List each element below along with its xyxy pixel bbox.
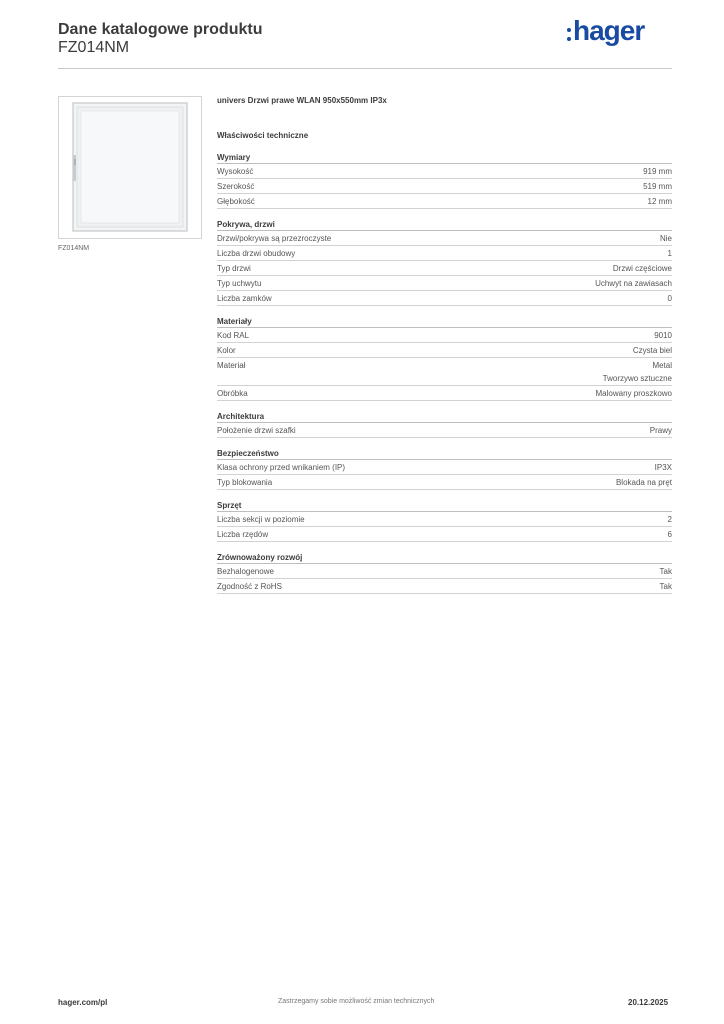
spec-value [650,424,672,437]
spec-value [668,513,672,526]
spec-value-text: Nie [659,234,672,243]
page-title: Dane katalogowe produktu [58,21,263,38]
spec-value-text: Prawy [649,426,672,435]
product-image [58,96,202,239]
spec-label: Kod RAL [217,331,250,340]
spec-label: Typ uchwytu [217,279,262,288]
spec-label: Kolor [217,346,236,355]
spec-row [217,164,672,179]
spec-label: Położenie drzwi szafki [217,426,296,435]
spec-value [668,528,672,541]
spec-value [633,344,672,357]
spec-value-text: 919 mm [643,167,672,176]
spec-value-text: Drzwi częściowe [612,264,672,273]
spec-value [660,565,672,578]
spec-value-text: Uchwyt na zawiasach [595,279,672,288]
spec-value [668,292,672,305]
section-heading: Właściwości techniczne [217,131,309,140]
spec-value-text: Metal [652,361,672,370]
spec-value-text: Czysta biel [632,346,672,355]
spec-label: Obróbka [217,389,248,398]
spec-group-title: Architektura [217,411,672,423]
logo-dots-icon [567,28,571,41]
spec-value [660,580,672,593]
spec-label: Zgodność z RoHS [217,582,282,591]
hager-logo [567,16,644,46]
logo-text: hager [573,15,645,46]
spec-group-title: Bezpieczeństwo [217,448,672,460]
spec-groups [217,152,672,594]
spec-row [217,328,672,343]
spec-label: Typ drzwi [217,264,251,273]
spec-row [217,276,672,291]
spec-row [217,386,672,401]
spec-row [217,246,672,261]
footer-website-link[interactable]: hager.com/pl [58,998,108,1007]
spec-group-title: Wymiary [217,152,672,164]
spec-row [217,423,672,438]
spec-value-text: 6 [667,530,672,539]
spec-group [217,152,672,209]
spec-label: Liczba sekcji w poziomie [217,515,305,524]
spec-row [217,460,672,475]
spec-value-text: 9010 [654,331,672,340]
spec-label: Szerokość [217,182,255,191]
spec-row [217,261,672,276]
spec-label: Liczba rzędów [217,530,269,539]
spec-group-title: Pokrywa, drzwi [217,219,672,231]
spec-group-title: Materiały [217,316,672,328]
spec-label: Wysokość [217,167,254,176]
spec-value-text: 0 [667,294,672,303]
spec-label: Typ blokowania [217,478,273,487]
spec-value [668,247,672,260]
footer-date: 20.12.2025 [628,998,669,1007]
spec-group [217,500,672,542]
product-details [217,95,672,594]
spec-value-text: IP3X [654,463,672,472]
spec-group-title: Sprzęt [217,500,672,512]
spec-label: Materiał [217,361,246,370]
image-caption: FZ014NM [58,245,90,252]
spec-value [596,387,672,400]
spec-value [616,476,672,489]
spec-value [660,232,672,245]
spec-value-text: Tworzywo sztuczne [602,374,672,383]
spec-group [217,552,672,594]
spec-value [654,329,672,342]
spec-value [613,262,672,275]
spec-row [217,475,672,490]
spec-row [217,527,672,542]
spec-row [217,564,672,579]
spec-row [217,179,672,194]
door-panel-icon [59,97,201,238]
spec-group [217,411,672,438]
spec-label: Liczba drzwi obudowy [217,249,296,258]
spec-row [217,194,672,209]
spec-value-text: 2 [667,515,672,524]
spec-label: Liczba zamków [217,294,272,303]
spec-row [217,512,672,527]
spec-label: Drzwi/pokrywa są przezroczyste [217,234,332,243]
spec-row [217,358,672,386]
spec-row [217,231,672,246]
spec-value-text: Malowany proszkowo [595,389,672,398]
spec-row [217,291,672,306]
product-code: FZ014NM [58,39,130,56]
product-description: univers Drzwi prawe WLAN 950x550mm IP3x [217,96,387,105]
spec-value [595,277,672,290]
spec-group [217,316,672,401]
spec-value-text: Blokada na pręt [615,478,672,487]
spec-value [643,180,672,193]
header-divider [58,68,672,69]
spec-value [603,359,672,385]
spec-value-text: 12 mm [647,197,672,206]
spec-value [655,461,672,474]
spec-label: Klasa ochrony przed wnikaniem (IP) [217,463,346,472]
spec-group [217,219,672,306]
spec-group [217,448,672,490]
spec-row [217,343,672,358]
spec-label: Bezhalogenowe [217,567,274,576]
spec-row [217,579,672,594]
spec-value-text: Tak [659,567,672,576]
spec-value [648,195,672,208]
spec-value-text: 1 [667,249,672,258]
spec-value-text: 519 mm [643,182,672,191]
footer-disclaimer: Zastrzegamy sobie możliwość zmian technicznych [278,998,435,1005]
spec-label: Głębokość [217,197,255,206]
spec-value-text: Tak [659,582,672,591]
spec-group-title: Zrównoważony rozwój [217,552,672,564]
spec-value [643,165,672,178]
